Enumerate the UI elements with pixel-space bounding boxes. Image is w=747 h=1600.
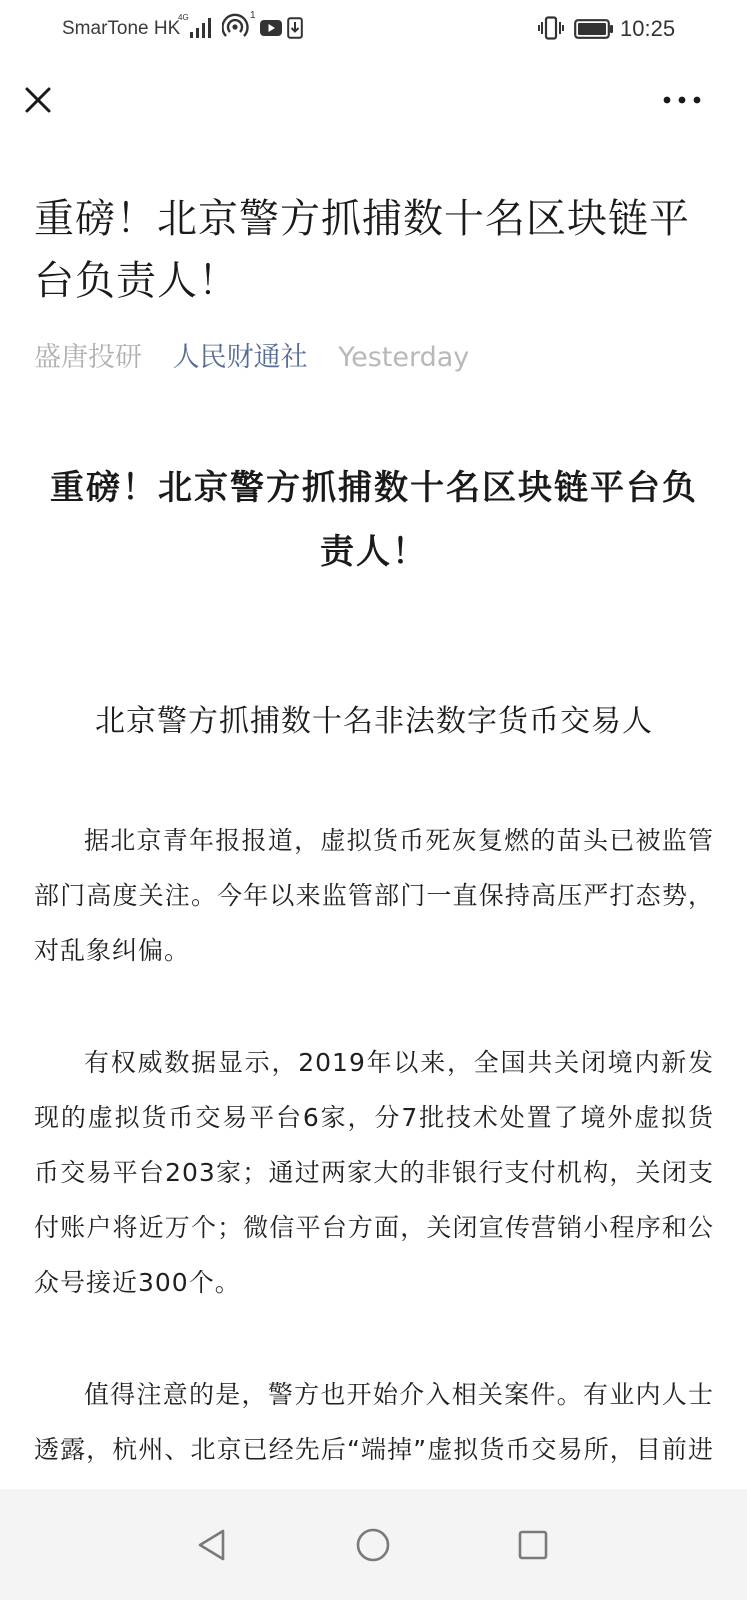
recent-apps-button[interactable] bbox=[513, 1525, 553, 1565]
publish-date: Yesterday bbox=[338, 342, 470, 373]
home-button[interactable] bbox=[353, 1525, 393, 1565]
carrier-name: SmarTone HK bbox=[62, 18, 181, 39]
status-bar bbox=[0, 0, 747, 56]
paragraph-3: 值得注意的是，警方也开始介入相关案件。有业内人士透露，杭州、北京已经先后“端掉”虚拟货币交易所，目前进 bbox=[34, 1380, 714, 1464]
close-icon bbox=[18, 80, 58, 120]
content-heading: 重磅！北京警方抓捕数十名区块链平台负责人！ bbox=[50, 468, 698, 572]
network-type-label: 4G bbox=[178, 13, 189, 22]
battery-icon bbox=[574, 19, 614, 39]
vibrate-icon bbox=[538, 16, 564, 40]
paragraph-1: 据北京青年报报道，虚拟货币死灰复燃的苗头已被监管部门高度关注。今年以来监管部门一直保持高压严打态势，对乱象纠偏。 bbox=[34, 826, 714, 965]
download-icon bbox=[287, 17, 303, 39]
youtube-icon bbox=[260, 20, 282, 36]
article-meta bbox=[34, 340, 714, 376]
more-options-button[interactable] bbox=[660, 86, 704, 114]
cellular-signal-icon bbox=[178, 14, 218, 40]
home-circle-icon bbox=[353, 1525, 393, 1565]
clock: 10:25 bbox=[620, 16, 676, 41]
more-icon bbox=[660, 86, 704, 114]
paragraph-2: 有权威数据显示，2019年以来，全国共关闭境内新发现的虚拟货币交易平台6家，分7批技术处置了境外虚拟货币交易平台203家；通过两家大的非银行支付机构，关闭支付账户将近万个；微信平台方面，关闭宣传营销小程序和公众号接近300个。 bbox=[34, 1048, 714, 1297]
author-name: 盛唐投研 bbox=[34, 342, 142, 373]
recent-square-icon bbox=[513, 1525, 553, 1565]
navigation-bar bbox=[0, 1490, 747, 1600]
back-button[interactable] bbox=[193, 1525, 233, 1565]
close-button[interactable] bbox=[18, 80, 58, 120]
account-link[interactable]: 人民财通社 bbox=[172, 342, 308, 373]
article-title: 重磅！北京警方抓捕数十名区块链平台负责人！ bbox=[34, 196, 690, 304]
content-subheading: 北京警方抓捕数十名非法数字货币交易人 bbox=[95, 704, 653, 739]
back-triangle-icon bbox=[193, 1525, 233, 1565]
hotspot-count: 1 bbox=[250, 10, 256, 21]
hotspot-icon bbox=[222, 12, 258, 40]
